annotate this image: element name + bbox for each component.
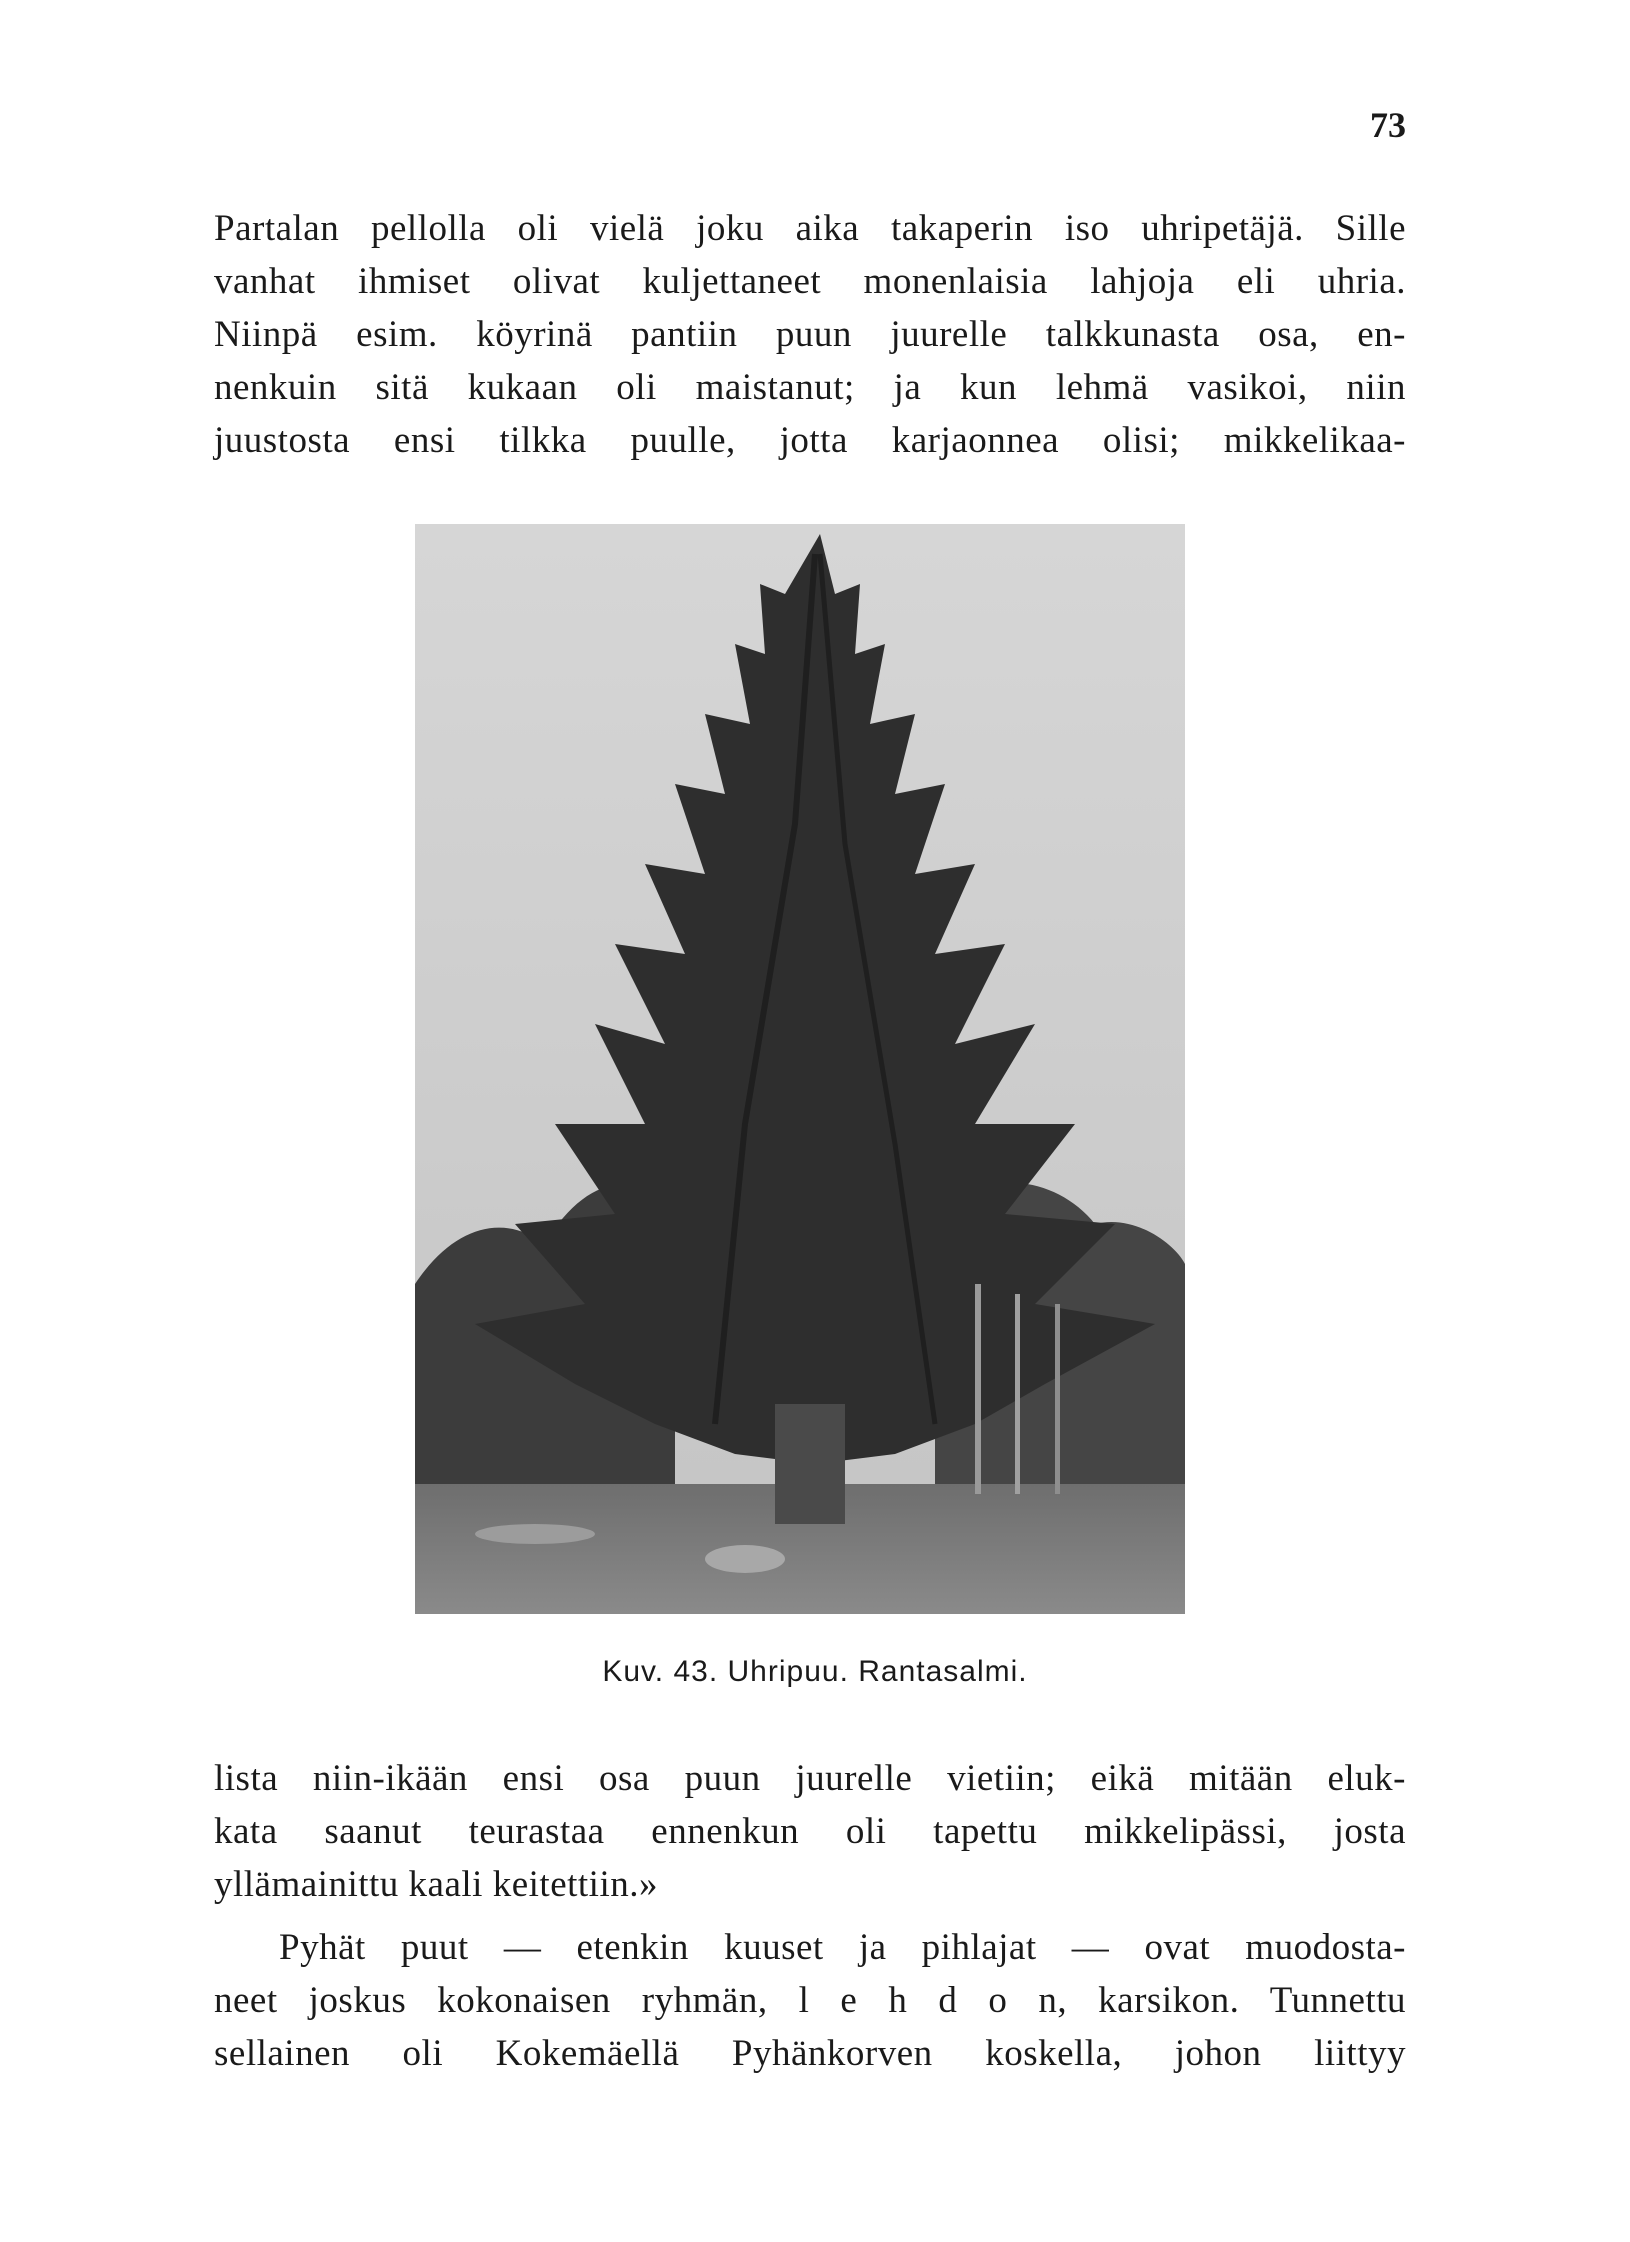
text-line: vanhat ihmiset olivat kuljettaneet monenlaisia lahjoja eli uhria. bbox=[214, 261, 1406, 302]
spruce-tree-illustration bbox=[415, 524, 1185, 1614]
text-line: juustosta ensi tilkka puulle, jotta karjaonnea olisi; mikkelikaa- bbox=[214, 420, 1406, 461]
figure-caption: Kuv. 43. Uhripuu. Rantasalmi. bbox=[602, 1655, 1028, 1688]
text-line: yllämainittu kaali keitettiin.» bbox=[214, 1864, 658, 1905]
tree-photo bbox=[415, 524, 1185, 1614]
page-number: 73 bbox=[1370, 105, 1406, 145]
text-line: Partalan pellolla oli vielä joku aika takaperin iso uhripetäjä. Sille bbox=[214, 208, 1406, 249]
text-line: nenkuin sitä kukaan oli maistanut; ja kun lehmä vasikoi, niin bbox=[214, 367, 1406, 408]
text-line: kata saanut teurastaa ennenkun oli tapettu mikkelipässi, josta bbox=[214, 1811, 1406, 1852]
text-line: Pyhät puut — etenkin kuuset ja pihlajat — ovat muodosta- bbox=[279, 1927, 1406, 1968]
text-line: neet joskus kokonaisen ryhmän, l e h d o n, karsikon. Tunnettu bbox=[214, 1980, 1406, 2021]
text-line: sellainen oli Kokemäellä Pyhänkorven koskella, johon liittyy bbox=[214, 2033, 1406, 2074]
text-line: Niinpä esim. köyrinä pantiin puun juurelle talkkunasta osa, en- bbox=[214, 314, 1406, 355]
text-line: lista niin-ikään ensi osa puun juurelle vietiin; eikä mitään eluk- bbox=[214, 1758, 1406, 1799]
